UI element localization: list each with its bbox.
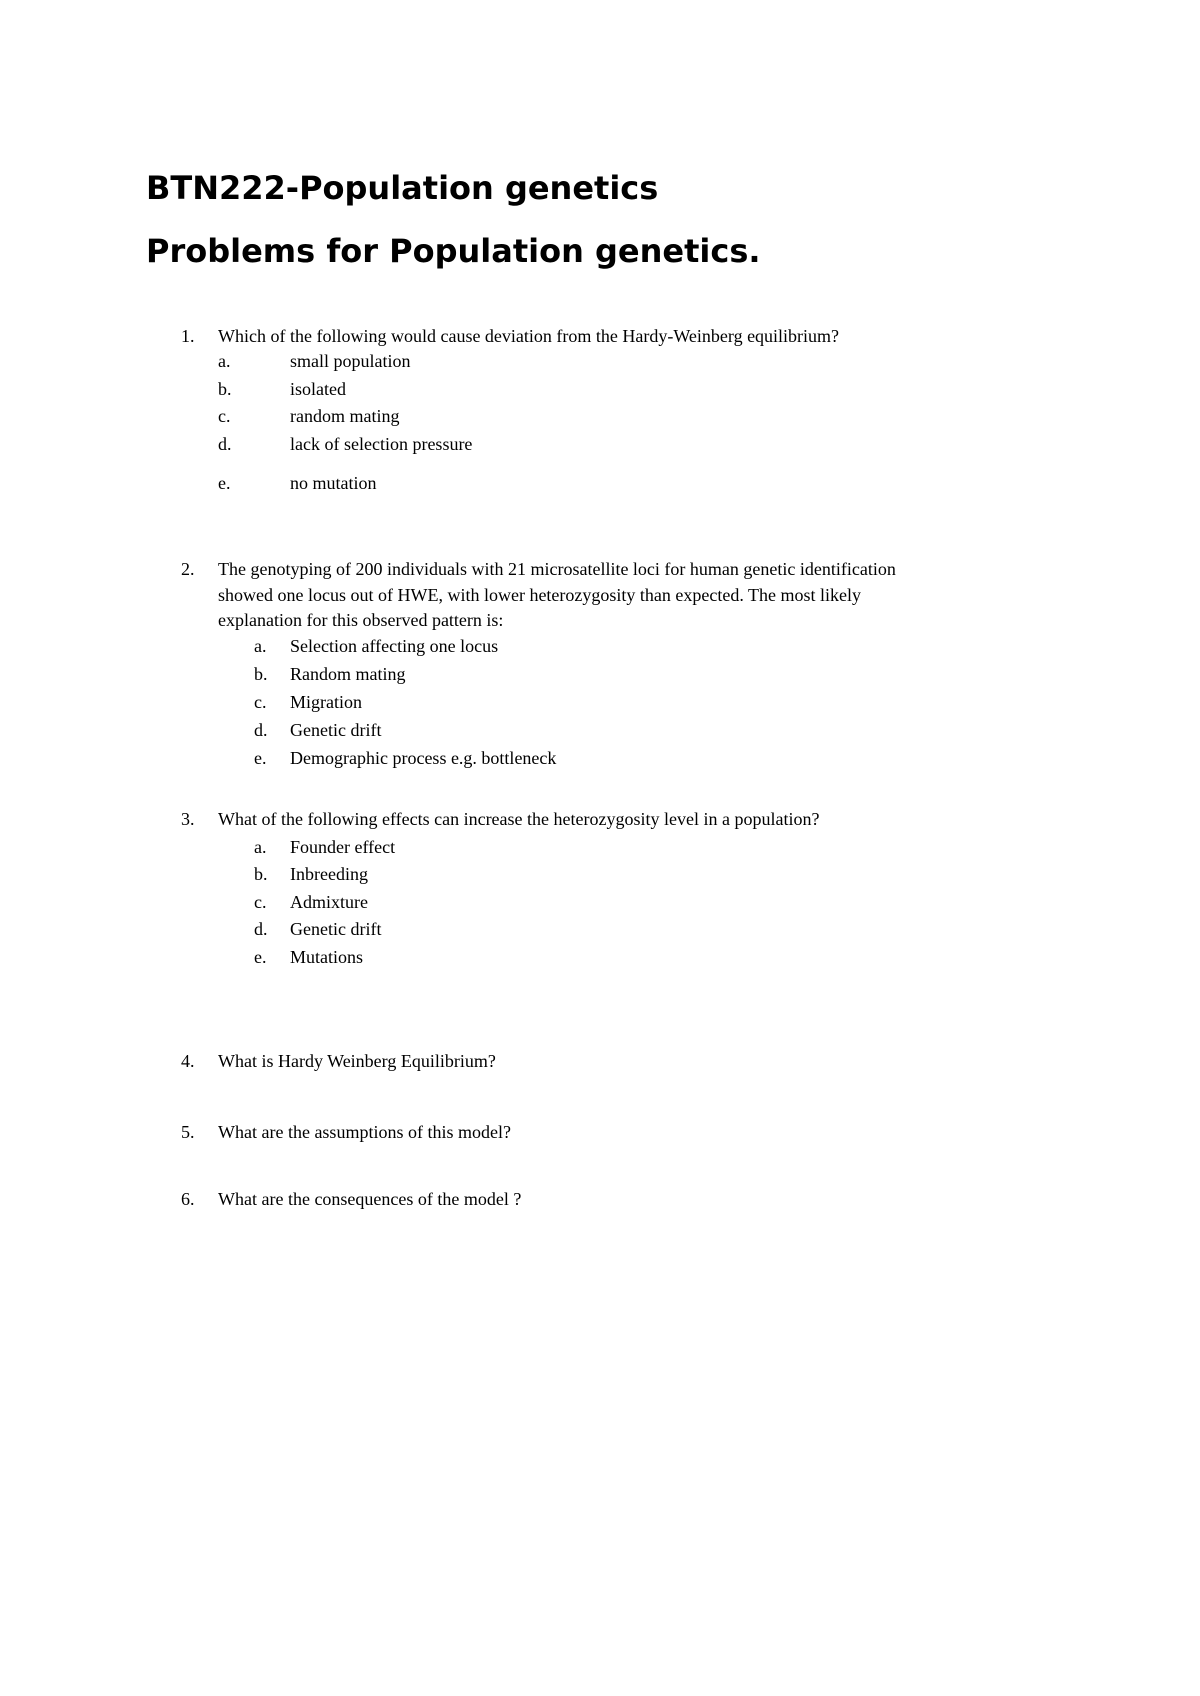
option-letter: a.: [254, 837, 267, 857]
option-text: Genetic drift: [290, 720, 382, 740]
question-number: 4.: [181, 1051, 195, 1071]
option-letter: a.: [218, 351, 231, 371]
option-letter: d.: [218, 434, 232, 454]
question-text: What are the assumptions of this model?: [218, 1122, 511, 1142]
option-text: Demographic process e.g. bottleneck: [290, 748, 557, 768]
option-text: Admixture: [290, 892, 368, 912]
question-number: 5.: [181, 1122, 195, 1142]
option-letter: d.: [254, 720, 268, 740]
option-text: random mating: [290, 406, 400, 426]
option-letter: b.: [254, 864, 268, 884]
option-text: Random mating: [290, 664, 406, 684]
question-text-line: showed one locus out of HWE, with lower heterozygosity than expected. The most likely: [218, 585, 862, 605]
question-text: What is Hardy Weinberg Equilibrium?: [218, 1051, 496, 1071]
option-text: no mutation: [290, 473, 377, 493]
option-text: Founder effect: [290, 837, 396, 857]
question-number: 2.: [181, 559, 195, 579]
option-letter: e.: [254, 947, 267, 967]
option-letter: d.: [254, 919, 268, 939]
option-text: Selection affecting one locus: [290, 636, 499, 656]
option-text: Inbreeding: [290, 864, 368, 884]
option-letter: c.: [254, 692, 267, 712]
option-letter: b.: [254, 664, 268, 684]
question-number: 1.: [181, 326, 195, 346]
document-title: BTN222-Population genetics: [146, 169, 659, 207]
option-text: isolated: [290, 379, 346, 399]
option-letter: c.: [218, 406, 231, 426]
option-text: lack of selection pressure: [290, 434, 473, 454]
option-letter: c.: [254, 892, 267, 912]
option-text: Mutations: [290, 947, 364, 967]
question-number: 3.: [181, 809, 195, 829]
option-letter: e.: [254, 748, 267, 768]
question-text-line: The genotyping of 200 individuals with 21 microsatellite loci for human genetic identification: [218, 559, 896, 579]
question-text: Which of the following would cause deviation from the Hardy-Weinberg equilibrium?: [218, 326, 840, 346]
option-letter: a.: [254, 636, 267, 656]
option-text: Genetic drift: [290, 919, 382, 939]
option-letter: b.: [218, 379, 232, 399]
question-text-line: explanation for this observed pattern is:: [218, 610, 504, 630]
option-text: Migration: [290, 692, 362, 712]
document-subtitle: Problems for Population genetics.: [146, 232, 761, 270]
option-letter: e.: [218, 473, 231, 493]
question-text: What are the consequences of the model ?: [218, 1189, 522, 1209]
option-text: small population: [290, 351, 411, 371]
question-text: What of the following effects can increase the heterozygosity level in a population?: [218, 809, 820, 829]
question-number: 6.: [181, 1189, 195, 1209]
